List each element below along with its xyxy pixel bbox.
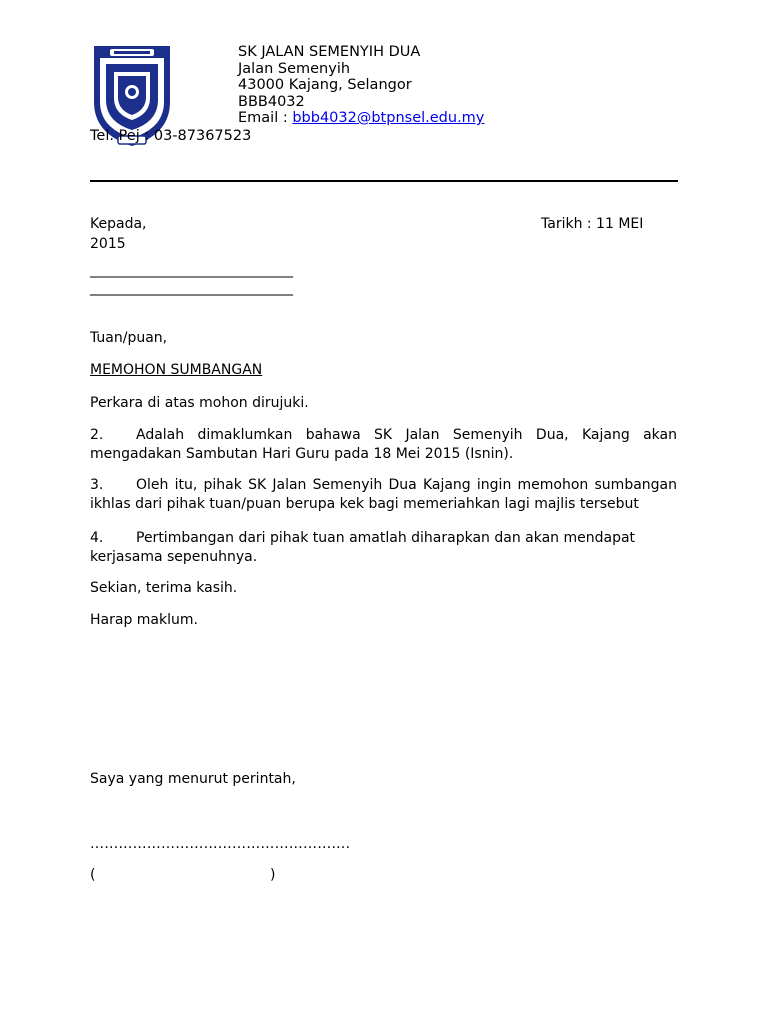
paragraph-4 bbox=[90, 529, 677, 567]
paragraph-3 bbox=[90, 476, 677, 514]
paragraph-number: 3. bbox=[90, 477, 104, 493]
address-line-2: 43000 Kajang, Selangor bbox=[238, 77, 412, 93]
school-name: SK JALAN SEMENYIH DUA bbox=[238, 44, 421, 60]
paragraph-text: Pertimbangan dari pihak tuan amatlah diharapkan dan akan mendapat kerjasama sepenuhnya. bbox=[90, 530, 636, 565]
recipient-label: Kepada, bbox=[90, 216, 147, 232]
email-row bbox=[238, 110, 484, 127]
notice-line: Harap maklum. bbox=[90, 612, 198, 628]
date-year: 2015 bbox=[90, 236, 126, 252]
header-divider bbox=[90, 180, 678, 182]
reference-line: Perkara di atas mohon dirujuki. bbox=[90, 395, 309, 411]
tel-number: 03-87367523 bbox=[153, 128, 252, 144]
paragraph-2 bbox=[90, 426, 677, 464]
signoff-line: Saya yang menurut perintah, bbox=[90, 771, 296, 787]
school-code: BBB4032 bbox=[238, 93, 305, 110]
salutation: Tuan/puan, bbox=[90, 330, 168, 346]
signature-line: ………………………………………………. bbox=[90, 836, 351, 852]
name-bracket-close: ) bbox=[270, 867, 276, 883]
paragraph-number: 4. bbox=[90, 530, 104, 546]
date-label: Tarikh : 11 MEI bbox=[541, 216, 644, 232]
paragraph-number: 2. bbox=[90, 427, 104, 443]
paragraph-text: Oleh itu, pihak SK Jalan Semenyih Dua Kajang ingin memohon sumbangan ikhlas dari pihak tuan/puan berupa kek bagi memeriahkan lagi majlis tersebut bbox=[90, 477, 677, 512]
address-line-1: Jalan Semenyih bbox=[238, 60, 351, 77]
email-label: Email : bbox=[238, 110, 288, 126]
letterhead bbox=[238, 44, 484, 127]
letter-subject: MEMOHON SUMBANGAN bbox=[90, 362, 263, 378]
name-bracket-open: ( bbox=[90, 867, 96, 883]
closing-line: Sekian, terima kasih. bbox=[90, 580, 238, 596]
recipient-blank-line: _____________________________ bbox=[90, 280, 293, 296]
email-link[interactable]: bbb4032@btpnsel.edu.my bbox=[292, 110, 485, 126]
tel-label: Tel. Pej : bbox=[90, 128, 150, 144]
paragraph-text: Adalah dimaklumkan bahawa SK Jalan Semenyih Dua, Kajang akan mengadakan Sambutan Hari Guru pada 18 Mei 2015 (Isnin). bbox=[90, 427, 677, 462]
recipient-blank-line: _____________________________ bbox=[90, 262, 293, 278]
telephone-row bbox=[90, 128, 251, 144]
